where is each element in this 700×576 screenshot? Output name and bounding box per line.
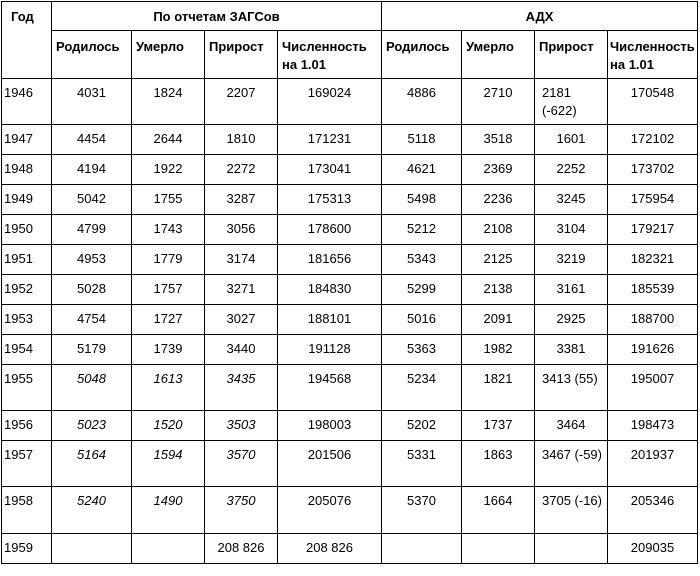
- zags-died-header: Умерло: [132, 31, 205, 79]
- table-row: [2, 411, 698, 441]
- table-row: [2, 125, 698, 155]
- zags-population-header: Численность на 1.01: [278, 31, 382, 79]
- adh-born-cell: 5212: [382, 215, 462, 245]
- zags-born-header: Родилось: [52, 31, 132, 79]
- zags-population-cell: 188101: [278, 305, 382, 335]
- year-cell: 1953: [2, 305, 52, 335]
- zags-growth-cell: 3287: [205, 185, 278, 215]
- year-cell: 1948: [2, 155, 52, 185]
- table-row: [2, 305, 698, 335]
- adh-died-cell: 2108: [462, 215, 535, 245]
- adh-born-cell: 5299: [382, 275, 462, 305]
- zags-population-cell: 191128: [278, 335, 382, 365]
- table-row: [2, 245, 698, 275]
- table-row: [2, 185, 698, 215]
- adh-growth-cell: 3245: [535, 185, 608, 215]
- zags-population-cell: 201506: [278, 441, 382, 487]
- table-row: [2, 441, 698, 487]
- adh-growth-cell: 2252: [535, 155, 608, 185]
- zags-died-cell: 1757: [132, 275, 205, 305]
- adh-died-cell: 2710: [462, 79, 535, 125]
- year-cell: 1952: [2, 275, 52, 305]
- zags-died-cell: 1520: [132, 411, 205, 441]
- zags-died-cell: 1824: [132, 79, 205, 125]
- adh-growth-header: Прирост: [535, 31, 608, 79]
- adh-population-cell: 170548: [608, 79, 698, 125]
- adh-population-cell: 198473: [608, 411, 698, 441]
- year-cell: 1954: [2, 335, 52, 365]
- zags-born-cell: [52, 534, 132, 564]
- zags-population-cell: 173041: [278, 155, 382, 185]
- adh-growth-cell: 3705 (-16): [535, 487, 608, 534]
- zags-died-cell: 1727: [132, 305, 205, 335]
- zags-population-cell: 184830: [278, 275, 382, 305]
- adh-born-cell: 5370: [382, 487, 462, 534]
- zags-died-cell: 1779: [132, 245, 205, 275]
- adh-died-cell: 2138: [462, 275, 535, 305]
- zags-population-cell: 181656: [278, 245, 382, 275]
- population-table: [1, 1, 698, 564]
- adh-died-cell: 1821: [462, 365, 535, 411]
- adh-population-cell: 172102: [608, 125, 698, 155]
- zags-growth-header: Прирост: [205, 31, 278, 79]
- zags-died-cell: 1755: [132, 185, 205, 215]
- zags-growth-cell: 2207: [205, 79, 278, 125]
- zags-born-cell: 4194: [52, 155, 132, 185]
- adh-population-cell: 175954: [608, 185, 698, 215]
- zags-growth-cell: 1810: [205, 125, 278, 155]
- year-header: Год: [2, 2, 52, 79]
- zags-born-cell: 5028: [52, 275, 132, 305]
- zags-born-cell: 4454: [52, 125, 132, 155]
- adh-population-cell: 179217: [608, 215, 698, 245]
- year-cell: 1946: [2, 79, 52, 125]
- zags-growth-cell: 3503: [205, 411, 278, 441]
- adh-population-cell: 205346: [608, 487, 698, 534]
- year-cell: 1955: [2, 365, 52, 411]
- adh-born-cell: 5331: [382, 441, 462, 487]
- zags-born-cell: 5240: [52, 487, 132, 534]
- zags-growth-cell: 3027: [205, 305, 278, 335]
- adh-growth-cell: 3219: [535, 245, 608, 275]
- zags-population-cell: 178600: [278, 215, 382, 245]
- zags-population-cell: 194568: [278, 365, 382, 411]
- year-cell: 1959: [2, 534, 52, 564]
- adh-population-cell: 191626: [608, 335, 698, 365]
- adh-born-cell: 5498: [382, 185, 462, 215]
- year-cell: 1957: [2, 441, 52, 487]
- adh-population-cell: 209035: [608, 534, 698, 564]
- zags-population-cell: 205076: [278, 487, 382, 534]
- adh-growth-cell: 3381: [535, 335, 608, 365]
- table-row: [2, 79, 698, 125]
- zags-population-cell: 169024: [278, 79, 382, 125]
- zags-growth-cell: 3271: [205, 275, 278, 305]
- zags-died-cell: 1490: [132, 487, 205, 534]
- adh-population-cell: 195007: [608, 365, 698, 411]
- table-row: [2, 487, 698, 534]
- adh-growth-cell: 2925: [535, 305, 608, 335]
- adh-population-header: Численность на 1.01: [608, 31, 698, 79]
- zags-growth-cell: 3440: [205, 335, 278, 365]
- adh-population-cell: 188700: [608, 305, 698, 335]
- adh-group-header: АДХ: [382, 2, 698, 31]
- adh-growth-cell: 1601: [535, 125, 608, 155]
- table-row: [2, 275, 698, 305]
- zags-population-cell: 208 826: [278, 534, 382, 564]
- adh-died-header: Умерло: [462, 31, 535, 79]
- zags-born-cell: 4754: [52, 305, 132, 335]
- table-row: [2, 215, 698, 245]
- zags-growth-cell: 3570: [205, 441, 278, 487]
- adh-died-cell: 3518: [462, 125, 535, 155]
- adh-died-cell: 1737: [462, 411, 535, 441]
- zags-born-cell: 5042: [52, 185, 132, 215]
- year-cell: 1950: [2, 215, 52, 245]
- adh-growth-cell: 3104: [535, 215, 608, 245]
- zags-died-cell: 1743: [132, 215, 205, 245]
- year-cell: 1951: [2, 245, 52, 275]
- table-body: [2, 79, 698, 564]
- zags-born-cell: 5164: [52, 441, 132, 487]
- table-row: [2, 534, 698, 564]
- adh-growth-cell: 3464: [535, 411, 608, 441]
- adh-born-cell: 5363: [382, 335, 462, 365]
- adh-born-cell: 5016: [382, 305, 462, 335]
- adh-died-cell: 2125: [462, 245, 535, 275]
- adh-born-cell: [382, 534, 462, 564]
- table-row: [2, 365, 698, 411]
- adh-born-header: Родилось: [382, 31, 462, 79]
- year-cell: 1958: [2, 487, 52, 534]
- zags-born-cell: 4953: [52, 245, 132, 275]
- adh-growth-cell: 3161: [535, 275, 608, 305]
- adh-growth-cell: 3467 (-59): [535, 441, 608, 487]
- zags-growth-cell: 2272: [205, 155, 278, 185]
- zags-born-cell: 5179: [52, 335, 132, 365]
- zags-died-cell: 2644: [132, 125, 205, 155]
- adh-population-cell: 182321: [608, 245, 698, 275]
- adh-born-cell: 4886: [382, 79, 462, 125]
- adh-population-cell: 173702: [608, 155, 698, 185]
- adh-died-cell: 1982: [462, 335, 535, 365]
- adh-died-cell: 1664: [462, 487, 535, 534]
- adh-died-cell: 1863: [462, 441, 535, 487]
- zags-growth-cell: 3435: [205, 365, 278, 411]
- zags-died-cell: 1922: [132, 155, 205, 185]
- zags-died-cell: 1594: [132, 441, 205, 487]
- zags-population-cell: 171231: [278, 125, 382, 155]
- adh-growth-cell: 3413 (55): [535, 365, 608, 411]
- zags-born-cell: 4031: [52, 79, 132, 125]
- adh-population-cell: 185539: [608, 275, 698, 305]
- adh-born-cell: 5202: [382, 411, 462, 441]
- zags-group-header: По отчетам ЗАГСов: [52, 2, 382, 31]
- zags-growth-cell: 3174: [205, 245, 278, 275]
- adh-died-cell: 2369: [462, 155, 535, 185]
- adh-population-cell: 201937: [608, 441, 698, 487]
- adh-born-cell: 5234: [382, 365, 462, 411]
- adh-born-cell: 5118: [382, 125, 462, 155]
- table-row: [2, 155, 698, 185]
- table-row: [2, 335, 698, 365]
- adh-born-cell: 5343: [382, 245, 462, 275]
- year-cell: 1949: [2, 185, 52, 215]
- adh-died-cell: 2236: [462, 185, 535, 215]
- adh-growth-cell: 2181 (-622): [535, 79, 608, 125]
- zags-died-cell: 1613: [132, 365, 205, 411]
- adh-died-cell: [462, 534, 535, 564]
- year-cell: 1956: [2, 411, 52, 441]
- adh-born-cell: 4621: [382, 155, 462, 185]
- zags-died-cell: 1739: [132, 335, 205, 365]
- adh-growth-cell: [535, 534, 608, 564]
- zags-growth-cell: 3056: [205, 215, 278, 245]
- zags-growth-cell: 3750: [205, 487, 278, 534]
- zags-died-cell: [132, 534, 205, 564]
- zags-born-cell: 5023: [52, 411, 132, 441]
- zags-population-cell: 175313: [278, 185, 382, 215]
- zags-population-cell: 198003: [278, 411, 382, 441]
- zags-born-cell: 4799: [52, 215, 132, 245]
- year-cell: 1947: [2, 125, 52, 155]
- adh-died-cell: 2091: [462, 305, 535, 335]
- zags-born-cell: 5048: [52, 365, 132, 411]
- zags-growth-cell: 208 826: [205, 534, 278, 564]
